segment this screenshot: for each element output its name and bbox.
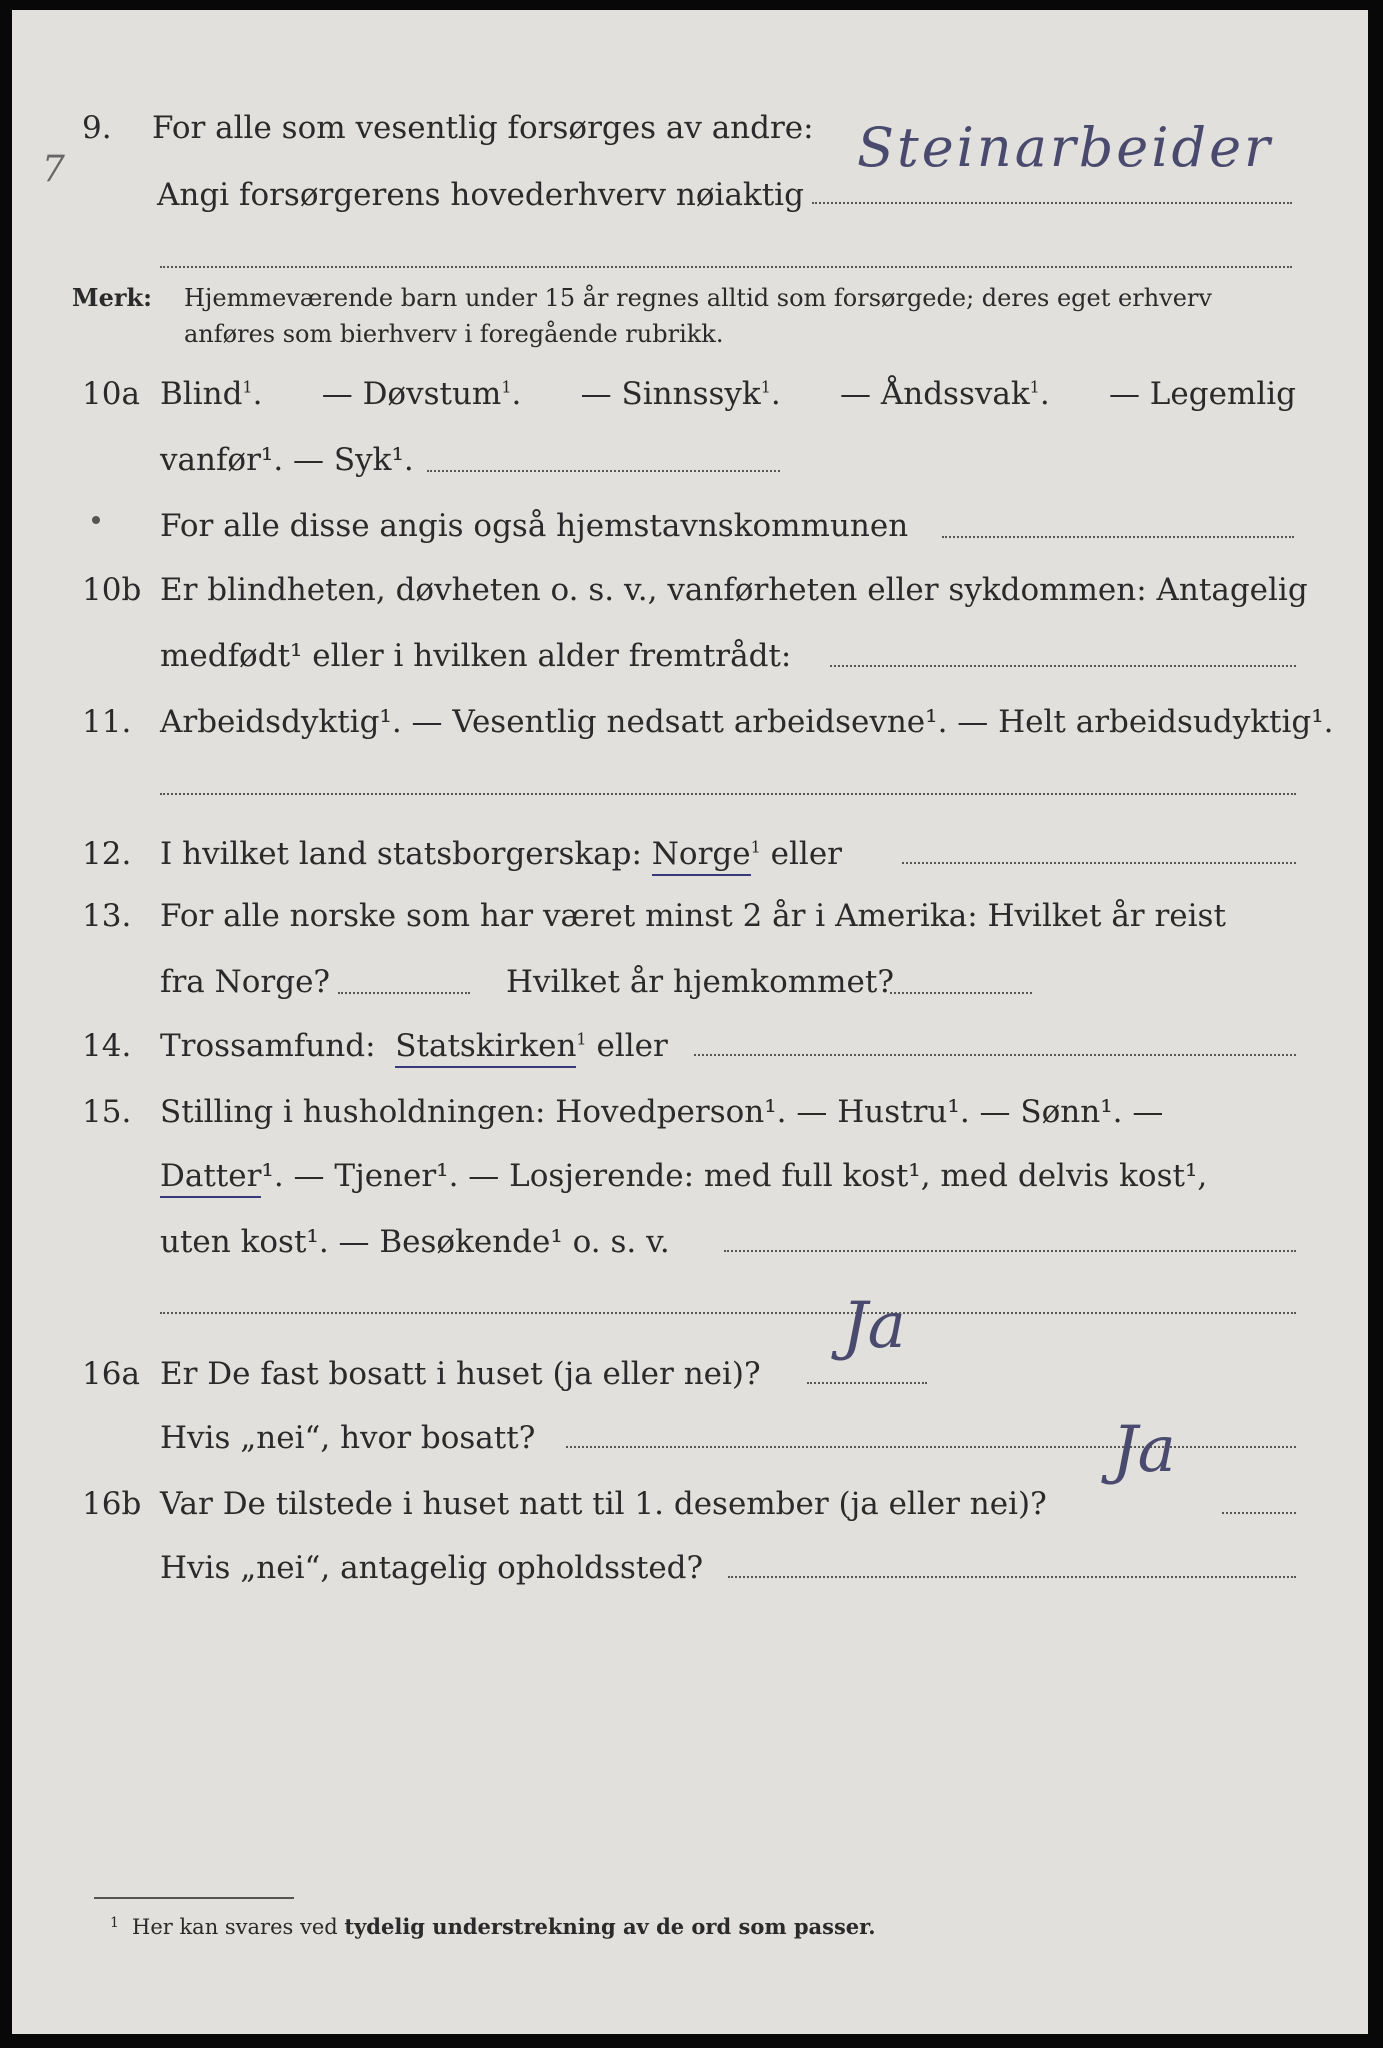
q10a-word-sinnssyk: — Sinnssyk$^1$. [580, 376, 781, 412]
q9-second-line [160, 266, 1292, 268]
note-line1: Hjemmeværende barn under 15 år regnes alltid som forsørgede; deres eget erhverv [184, 284, 1212, 312]
q9-handwritten-answer: Steinarbeider [857, 116, 1273, 179]
q10a-line1 [160, 374, 1296, 414]
q16a-answer-line [807, 1382, 927, 1384]
note-line2: anføres som bierhverv i foregående rubrikk. [184, 320, 724, 348]
q12-answer-line [902, 862, 1296, 864]
q16b-line1: Var De tilstede i huset natt til 1. desember (ja eller nei)? [160, 1486, 1047, 1522]
census-form-page [12, 10, 1368, 2034]
q16b-answer-line [1222, 1512, 1296, 1514]
footnote-bold: tydelig understrekning av de ord som passer. [344, 1914, 876, 1939]
q11-number: 11. [82, 704, 132, 740]
q16b-opholdssted-line [728, 1576, 1296, 1578]
q16b-line2: Hvis „nei“, antagelig opholdssted? [160, 1550, 704, 1586]
q10b-line2: medfødt¹ eller i hvilken alder fremtrådt: [160, 638, 792, 674]
q14-answer-line [694, 1054, 1296, 1056]
q10a-number: 10a [82, 376, 140, 412]
q10a-syk-line [427, 470, 780, 472]
footnote-plain: Her kan svares ved [132, 1915, 338, 1939]
footnote-rule [94, 1897, 294, 1899]
q15-line2-rest: ¹. — Tjener¹. — Losjerende: med full kost¹, med delvis kost¹, [261, 1158, 1208, 1194]
q10b-line1: Er blindheten, døvheten o. s. v., vanførheten eller sykdommen: Antagelig [160, 572, 1308, 608]
q16a-line1: Er De fast bosatt i huset (ja eller nei)? [160, 1356, 761, 1392]
q12-norge-underlined: Norge [652, 836, 751, 876]
q12-prefix: I hvilket land statsborgerskap: [160, 836, 642, 872]
q15-line2 [160, 1156, 1207, 1196]
ink-dot [90, 514, 102, 526]
q9-line1: For alle som vesentlig forsørges av andre: [152, 110, 814, 146]
q16b-number: 16b [82, 1486, 142, 1522]
q13-line2b: Hvilket år hjemkommet? [506, 964, 894, 1000]
q14-prefix: Trossamfund: [160, 1028, 376, 1064]
q15-line3: uten kost¹. — Besøkende¹ o. s. v. [160, 1224, 670, 1260]
q15-datter-underlined: Datter [160, 1158, 261, 1198]
q16a-line2: Hvis „nei“, hvor bosatt? [160, 1420, 536, 1456]
q10a-word-andssvak: — Åndssvak$^1$. [840, 376, 1050, 412]
q10a-word-dovstum: — Døvstum$^1$. [321, 376, 522, 412]
q10a-word-legemlig: — Legemlig [1108, 376, 1296, 412]
note-key: Merk: [72, 283, 152, 312]
q14-statskirken-underlined: Statskirken [395, 1028, 576, 1068]
q13-line2a: fra Norge? [160, 964, 331, 1000]
q12-line: I hvilket land statsborgerskap: Norge$^1$ eller [160, 834, 842, 874]
q10b-answer-line [830, 665, 1296, 667]
q11-line1: Arbeidsdyktig¹. — Vesentlig nedsatt arbeidsevne¹. — Helt arbeidsudyktig¹. [160, 704, 1334, 740]
q9-line2: Angi forsørgerens hovederhverv nøiaktig [157, 177, 804, 213]
q16a-number: 16a [82, 1356, 140, 1392]
q13-number: 13. [82, 898, 132, 934]
q14-number: 14. [82, 1028, 132, 1064]
q16a-handwritten-answer: Ja [842, 1289, 906, 1363]
q10a-line3: For alle disse angis også hjemstavnskommunen [160, 508, 909, 544]
margin-mark: 7 [42, 149, 65, 190]
q12-suffix: eller [770, 836, 842, 872]
q9-answer-line [812, 202, 1292, 204]
footnote-mark: 1 [110, 1915, 119, 1931]
q10a-line2: vanfør¹. — Syk¹. [160, 442, 414, 478]
q15-line1: Stilling i husholdningen: Hovedperson¹. — Hustru¹. — Sønn¹. — [160, 1094, 1164, 1130]
q14-line: Trossamfund: Statskirken$^1$ eller [160, 1026, 668, 1066]
q14-suffix: eller [596, 1028, 668, 1064]
q13-reist-line [338, 992, 470, 994]
q10b-number: 10b [82, 572, 142, 608]
q11-answer-line [160, 793, 1296, 795]
q12-number: 12. [82, 836, 132, 872]
q9-number: 9. [82, 110, 112, 146]
q10a-word-blind: Blind$^1$. [160, 376, 263, 412]
q16a-bosatt-line [566, 1446, 1296, 1448]
q13-hjemkommet-line [890, 992, 1032, 994]
q13-line1: For alle norske som har været minst 2 år i Amerika: Hvilket år reist [160, 898, 1226, 934]
footnote [110, 1913, 876, 1941]
q15-number: 15. [82, 1094, 132, 1130]
q10a-hjemstavn-line [942, 536, 1294, 538]
q15-answer-line [724, 1250, 1296, 1252]
q16b-handwritten-answer: Ja [1112, 1413, 1176, 1487]
q15-second-line [160, 1312, 1296, 1314]
